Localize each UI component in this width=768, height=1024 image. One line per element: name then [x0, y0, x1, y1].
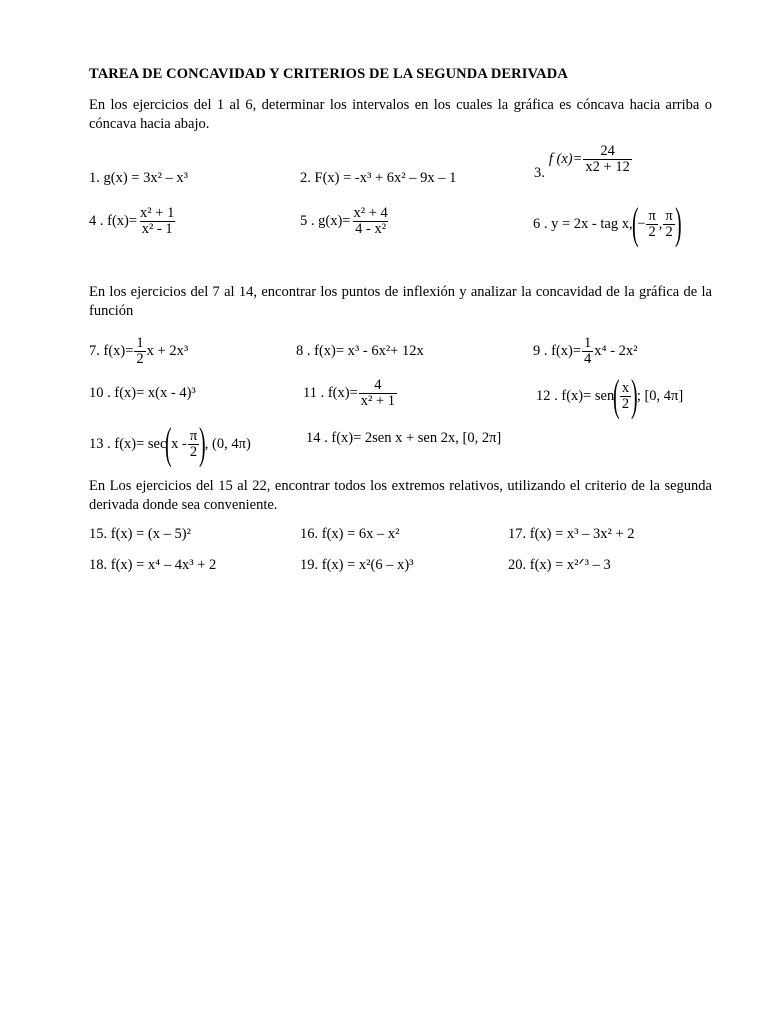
exercise-3 — [534, 143, 633, 181]
right-paren-glyph: ) — [199, 419, 206, 468]
exercise-1: 1. g(x) = 3x² – x³ — [89, 170, 189, 186]
exercise-12 — [536, 371, 684, 420]
exercise-4-lhs: 4 . f(x)= — [89, 213, 138, 229]
exercise-10: 10 . f(x)= x(x - 4)³ — [89, 385, 196, 401]
exercise-5-numerator: x² + 4 — [353, 205, 388, 221]
exercise-7-lhs: 7. f(x)= — [89, 343, 134, 359]
exercise-18: 18. f(x) = x⁴ – 4x³ + 2 — [89, 557, 217, 573]
exercise-9-lhs: 9 . f(x)= — [533, 343, 582, 359]
exercise-9-rhs: x⁴ - 2x² — [594, 343, 638, 359]
exercise-6-lhs: 6 . y = 2x - tag x, — [533, 215, 633, 232]
exercise-6-denominator-2: 2 — [665, 223, 673, 240]
right-paren-glyph: ) — [631, 371, 638, 420]
exercise-7-fraction — [134, 336, 145, 367]
exercise-13-rhs: , (0, 4π) — [204, 435, 251, 452]
exercise-5-lhs: 5 . g(x)= — [300, 213, 351, 229]
exercise-11-fraction — [359, 378, 397, 409]
exercise-6-numerator-2: π — [665, 207, 673, 224]
exercise-3-fraction — [583, 144, 631, 175]
section3-intro: En Los ejercicios del 15 al 22, encontrar todos los extremos relativos, utilizando el criterio de la segunda derivada donde sea conveniente. — [89, 478, 712, 513]
exercise-6-numerator-1: π — [648, 207, 656, 224]
exercise-20: 20. f(x) = x²ᐟ³ – 3 — [508, 557, 611, 573]
left-paren-glyph: ( — [631, 199, 639, 248]
exercise-7 — [89, 336, 188, 367]
exercise-9-fraction — [582, 336, 593, 367]
exercise-5 — [300, 206, 391, 237]
exercise-4-denominator: x² - 1 — [141, 221, 173, 237]
exercise-6: 6 . y = 2x - tag x, ( − $\frac{\pi}{2}$ , $\frac{\pi}{2}$ ) — [533, 199, 682, 248]
exercise-13 — [89, 419, 251, 468]
exercise-12-denominator: 2 — [621, 395, 630, 412]
exercise-12-lhs: 12 . f(x)= sen — [536, 387, 615, 404]
exercise-3-denominator: x2 + 12 — [585, 159, 630, 175]
page-title: TAREA DE CONCAVIDAD Y CRITERIOS DE LA SEGUNDA DERIVADA — [89, 66, 568, 82]
exercise-17: 17. f(x) = x³ – 3x² + 2 — [508, 526, 635, 542]
exercise-4-numerator: x² + 1 — [140, 205, 175, 221]
exercise-2: 2. F(x) = -x³ + 6x² – 9x – 1 — [300, 170, 457, 186]
exercise-13-inner: x - — [171, 435, 187, 452]
exercise-13-lhs: 13 . f(x)= sec — [89, 435, 167, 452]
exercise-13-numerator: π — [189, 427, 198, 444]
exercise-12-fraction — [620, 381, 631, 412]
exercise-11-denominator: x² + 1 — [360, 393, 396, 409]
exercise-9-denominator: 4 — [584, 351, 592, 367]
exercise-4-fraction — [138, 206, 176, 237]
exercise-12-rhs: ; [0, 4π] — [636, 387, 684, 404]
section2-intro: En los ejercicios del 7 al 14, encontrar los puntos de inflexión y analizar la concavidad de la gráfica de la función — [89, 284, 712, 319]
exercise-6-fraction-1 — [646, 209, 657, 240]
exercise-8: 8 . f(x)= x³ - 6x²+ 12x — [296, 343, 424, 359]
exercise-3-number: 3. — [534, 165, 545, 181]
exercise-4 — [89, 206, 177, 237]
exercise-13-fraction — [188, 429, 199, 460]
exercise-3-numerator: 24 — [600, 143, 615, 159]
left-paren-glyph: ( — [613, 371, 620, 420]
exercise-9-numerator: 1 — [584, 335, 592, 351]
exercise-15: 15. f(x) = (x – 5)² — [89, 526, 191, 542]
exercise-9 — [533, 336, 638, 367]
exercise-6-denominator-1: 2 — [648, 223, 656, 240]
section1-intro: En los ejercicios del 1 al 6, determinar los intervalos en los cuales la gráfica es cóncava hacia arriba o cóncava hacia abajo. — [89, 97, 712, 132]
exercise-11-lhs: 11 . f(x)= — [303, 385, 358, 401]
exercise-6-fraction-2 — [663, 209, 674, 240]
right-paren-glyph: ) — [674, 199, 682, 248]
exercise-11-numerator: 4 — [374, 377, 382, 393]
exercise-11 — [303, 378, 398, 409]
exercise-7-numerator: 1 — [136, 335, 144, 351]
exercise-16: 16. f(x) = 6x – x² — [300, 526, 400, 542]
left-paren-glyph: ( — [165, 419, 173, 468]
exercise-12-numerator: x — [621, 379, 630, 396]
exercise-14: 14 . f(x)= 2sen x + sen 2x, [0, 2π] — [306, 430, 502, 446]
exercise-19: 19. f(x) = x²(6 – x)³ — [300, 557, 414, 573]
exercise-7-denominator: 2 — [136, 351, 144, 367]
exercise-7-rhs: x + 2x³ — [146, 343, 189, 359]
exercise-5-denominator: 4 - x² — [355, 221, 387, 237]
exercise-3-lhs: f (x)= — [548, 151, 583, 167]
exercise-5-fraction — [351, 206, 389, 237]
exercise-13-denominator: 2 — [189, 443, 198, 460]
